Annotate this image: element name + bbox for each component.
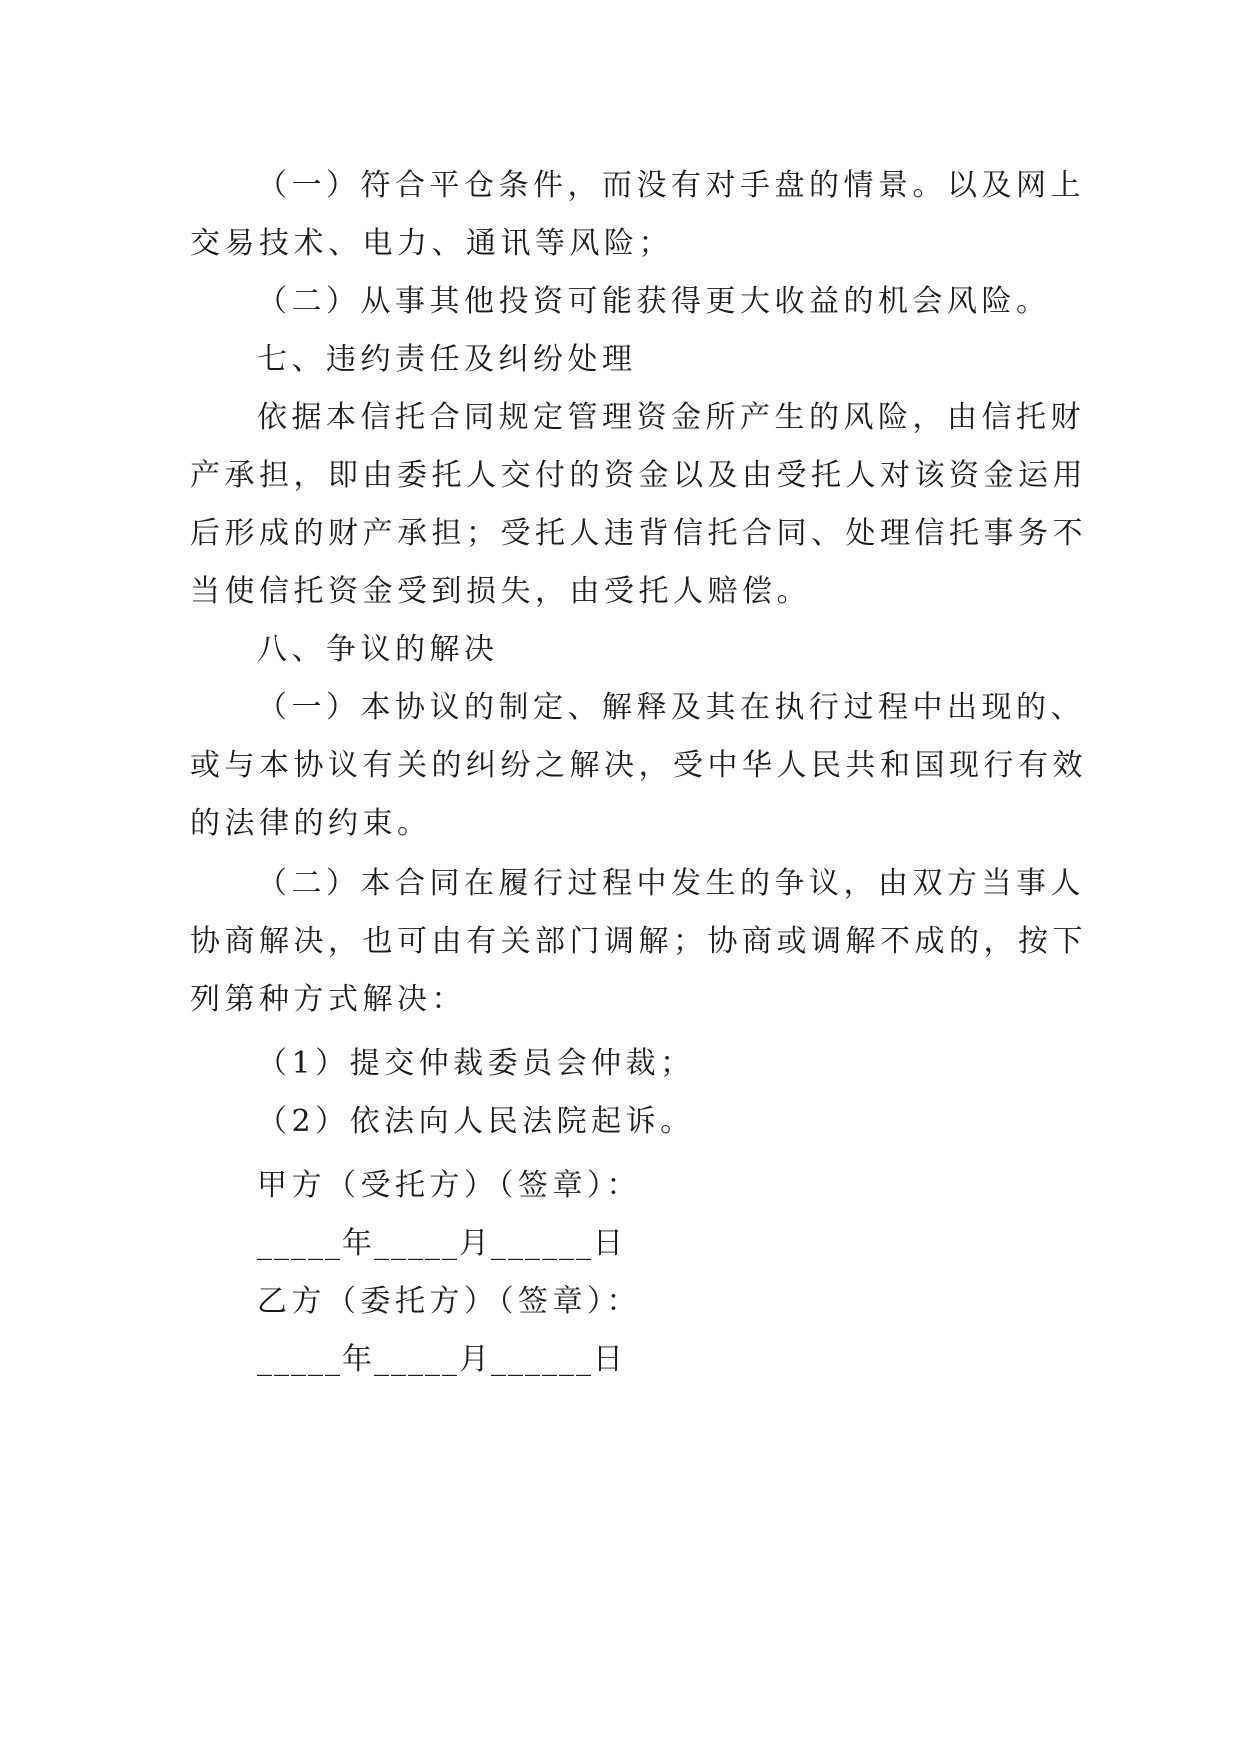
section-heading: 八、争议的解决 [257,632,499,667]
date-line-party-b: _____年_____月______日 [257,1342,625,1377]
signature-party-a: 甲方（受托方）（签章）： [257,1168,641,1203]
text-line: 或与本协议有关的纠纷之解决，受中华人民共和国现行有效 [190,748,1087,783]
text-line: 后形成的财产承担；受托人违背信托合同、处理信托事务不 [190,516,1087,551]
text-line: （二）从事其他投资可能获得更大收益的机会风险。 [257,284,1051,319]
list-item: （1）提交仲裁委员会仲裁； [257,1046,695,1081]
date-line-party-a: _____年_____月______日 [257,1226,625,1261]
text-line: 当使信托资金受到损失，由受托人赔偿。 [190,574,811,609]
text-line: 协商解决，也可由有关部门调解；协商或调解不成的，按下 [190,924,1087,959]
text-line: 依据本信托合同规定管理资金所产生的风险，由信托财 [257,400,1085,435]
signature-party-b: 乙方（委托方）（签章）： [257,1284,641,1319]
list-item: （2）依法向人民法院起诉。 [257,1104,695,1139]
text-line: （一）符合平仓条件，而没有对手盘的情景。以及网上 [257,168,1085,203]
text-line: （二）本合同在履行过程中发生的争议，由双方当事人 [257,866,1085,901]
text-line: 产承担，即由委托人交付的资金以及由受托人对该资金运用 [190,458,1087,493]
text-line: （一）本协议的制定、解释及其在执行过程中出现的、 [257,690,1085,725]
section-heading: 七、违约责任及纠纷处理 [257,342,637,377]
text-line: 交易技术、电力、通讯等风险； [190,226,673,261]
text-line: 列第种方式解决： [190,982,466,1017]
text-line: 的法律的约束。 [190,806,432,841]
